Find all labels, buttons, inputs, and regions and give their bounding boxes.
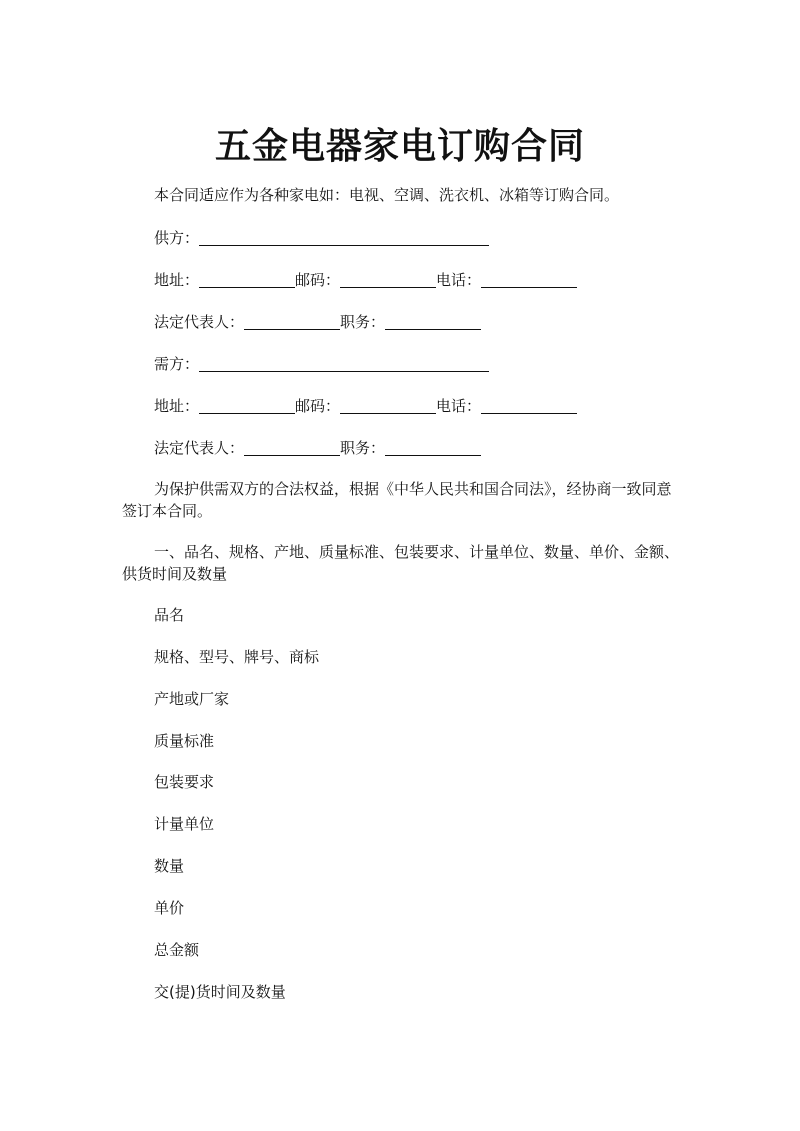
- supplier-blank[interactable]: [199, 230, 489, 246]
- buyer-line: [154, 353, 489, 375]
- buyer-position-blank[interactable]: [385, 440, 481, 456]
- section-1-item: 总金额: [154, 941, 200, 959]
- document-title: 五金电器家电订购合同: [214, 126, 585, 167]
- supplier-position-label: 职务：: [340, 313, 386, 331]
- section-1-item: 交(提)货时间及数量: [154, 983, 286, 1001]
- supplier-rep-line: [154, 311, 481, 333]
- supplier-phone-blank[interactable]: [481, 272, 577, 288]
- buyer-legal-rep-label: 法定代表人：: [154, 439, 245, 457]
- supplier-address-label: 地址：: [154, 271, 200, 289]
- section-1-item: 包装要求: [154, 773, 215, 791]
- section-1-item: 品名: [154, 606, 185, 624]
- supplier-legal-rep-label: 法定代表人：: [154, 313, 245, 331]
- buyer-legal-rep-blank[interactable]: [244, 440, 340, 456]
- buyer-label: 需方：: [154, 355, 200, 373]
- supplier-postcode-label: 邮码：: [295, 271, 341, 289]
- buyer-postcode-blank[interactable]: [340, 398, 436, 414]
- intro-text: 本合同适应作为各种家电如：电视、空调、洗衣机、冰箱等订购合同。: [154, 186, 620, 204]
- buyer-rep-line: [154, 437, 481, 459]
- supplier-address-blank[interactable]: [199, 272, 295, 288]
- section-1-item: 规格、型号、牌号、商标: [154, 648, 320, 666]
- supplier-line: [154, 227, 489, 249]
- buyer-position-label: 职务：: [340, 439, 386, 457]
- buyer-phone-blank[interactable]: [481, 398, 577, 414]
- supplier-phone-label: 电话：: [436, 271, 482, 289]
- section-1-item: 数量: [154, 857, 185, 875]
- section-1-heading: 一、品名、规格、产地、质量标准、包装要求、计量单位、数量、单价、金额、供货时间及数量: [122, 543, 680, 583]
- buyer-address-label: 地址：: [154, 397, 200, 415]
- buyer-address-line: [154, 395, 577, 417]
- buyer-blank[interactable]: [199, 356, 489, 372]
- supplier-position-blank[interactable]: [385, 314, 481, 330]
- supplier-address-line: [154, 269, 577, 291]
- section-1-item: 产地或厂家: [154, 690, 230, 708]
- buyer-postcode-label: 邮码：: [295, 397, 341, 415]
- buyer-phone-label: 电话：: [436, 397, 482, 415]
- preamble-paragraph: 为保护供需双方的合法权益，根据《中华人民共和国合同法》，经协商一致同意签订本合同。: [122, 480, 672, 520]
- supplier-postcode-blank[interactable]: [340, 272, 436, 288]
- supplier-label: 供方：: [154, 229, 200, 247]
- section-1-item: 质量标准: [154, 732, 215, 750]
- supplier-legal-rep-blank[interactable]: [244, 314, 340, 330]
- section-1-item: 计量单位: [154, 815, 215, 833]
- buyer-address-blank[interactable]: [199, 398, 295, 414]
- section-1-item: 单价: [154, 899, 185, 917]
